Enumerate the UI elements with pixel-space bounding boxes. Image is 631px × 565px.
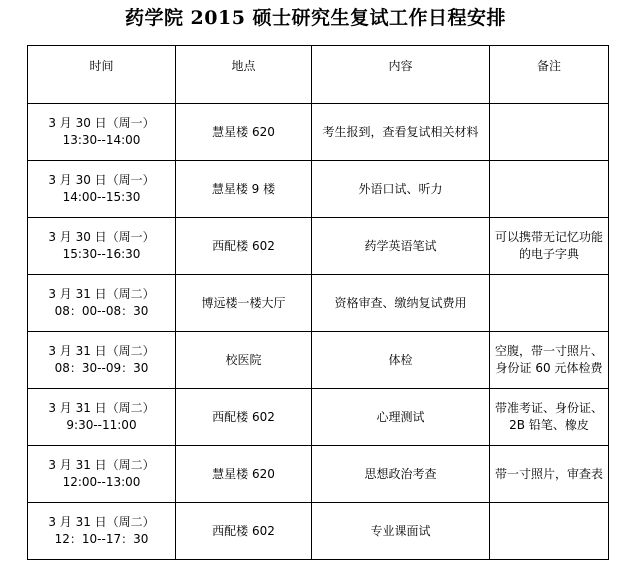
table-row <box>28 446 609 503</box>
table-row <box>28 161 609 218</box>
time-cell <box>28 446 176 503</box>
notes-cell <box>490 104 609 161</box>
content-cell: 资格审查、缴纳复试费用 <box>312 275 490 332</box>
time-cell <box>28 389 176 446</box>
table-row <box>28 389 609 446</box>
time-range-text: 12：10--17：30 <box>54 532 149 546</box>
time-cell <box>28 275 176 332</box>
time-range-text: 08：00--08：30 <box>54 304 149 318</box>
time-range-text: 9:30--11:00 <box>66 418 137 432</box>
notes-cell <box>490 503 609 560</box>
table-row <box>28 332 609 389</box>
time-range-text: 13:30--14:00 <box>62 133 141 147</box>
notes-cell: 空腹，带一寸照片、身份证 60 元体检费 <box>490 332 609 389</box>
content-cell: 药学英语笔试 <box>312 218 490 275</box>
notes-cell <box>490 275 609 332</box>
table-row <box>28 503 609 560</box>
header-time: 时间 <box>28 46 176 104</box>
table-header-row <box>28 46 609 104</box>
time-range-text: 12:00--13:00 <box>62 475 141 489</box>
notes-cell <box>490 161 609 218</box>
time-range-text: 15:30--16:30 <box>62 247 141 261</box>
content-cell: 外语口试、听力 <box>312 161 490 218</box>
header-notes: 备注 <box>490 46 609 104</box>
place-cell: 慧星楼 9 楼 <box>176 161 312 218</box>
time-range-text: 14:00--15:30 <box>62 190 141 204</box>
time-cell <box>28 104 176 161</box>
place-cell: 校医院 <box>176 332 312 389</box>
time-cell <box>28 161 176 218</box>
date-text: 3 月 31 日（周二） <box>48 287 155 301</box>
notes-cell: 可以携带无记忆功能的电子字典 <box>490 218 609 275</box>
page-title: 药学院 2015 硕士研究生复试工作日程安排 <box>124 7 507 29</box>
date-text: 3 月 30 日（周一） <box>48 173 155 187</box>
notes-cell: 带一寸照片，审查表 <box>490 446 609 503</box>
header-content: 内容 <box>312 46 490 104</box>
date-text: 3 月 31 日（周二） <box>48 401 155 415</box>
table-row <box>28 275 609 332</box>
place-cell: 西配楼 602 <box>176 218 312 275</box>
place-cell: 西配楼 602 <box>176 389 312 446</box>
place-cell: 慧星楼 620 <box>176 104 312 161</box>
date-text: 3 月 30 日（周一） <box>48 230 155 244</box>
date-text: 3 月 31 日（周二） <box>48 515 155 529</box>
time-cell <box>28 332 176 389</box>
place-cell: 慧星楼 620 <box>176 446 312 503</box>
content-cell: 体检 <box>312 332 490 389</box>
time-range-text: 08：30--09：30 <box>54 361 149 375</box>
table-row <box>28 104 609 161</box>
schedule-table <box>27 45 609 560</box>
place-cell: 西配楼 602 <box>176 503 312 560</box>
place-cell: 博远楼一楼大厅 <box>176 275 312 332</box>
content-cell: 考生报到，查看复试相关材料 <box>312 104 490 161</box>
content-cell: 专业课面试 <box>312 503 490 560</box>
content-cell: 心理测试 <box>312 389 490 446</box>
table-row <box>28 218 609 275</box>
notes-cell: 带准考证、身份证、2B 铅笔、橡皮 <box>490 389 609 446</box>
time-cell <box>28 503 176 560</box>
time-cell <box>28 218 176 275</box>
content-cell: 思想政治考查 <box>312 446 490 503</box>
date-text: 3 月 31 日（周二） <box>48 344 155 358</box>
date-text: 3 月 31 日（周二） <box>48 458 155 472</box>
date-text: 3 月 30 日（周一） <box>48 116 155 130</box>
header-place: 地点 <box>176 46 312 104</box>
